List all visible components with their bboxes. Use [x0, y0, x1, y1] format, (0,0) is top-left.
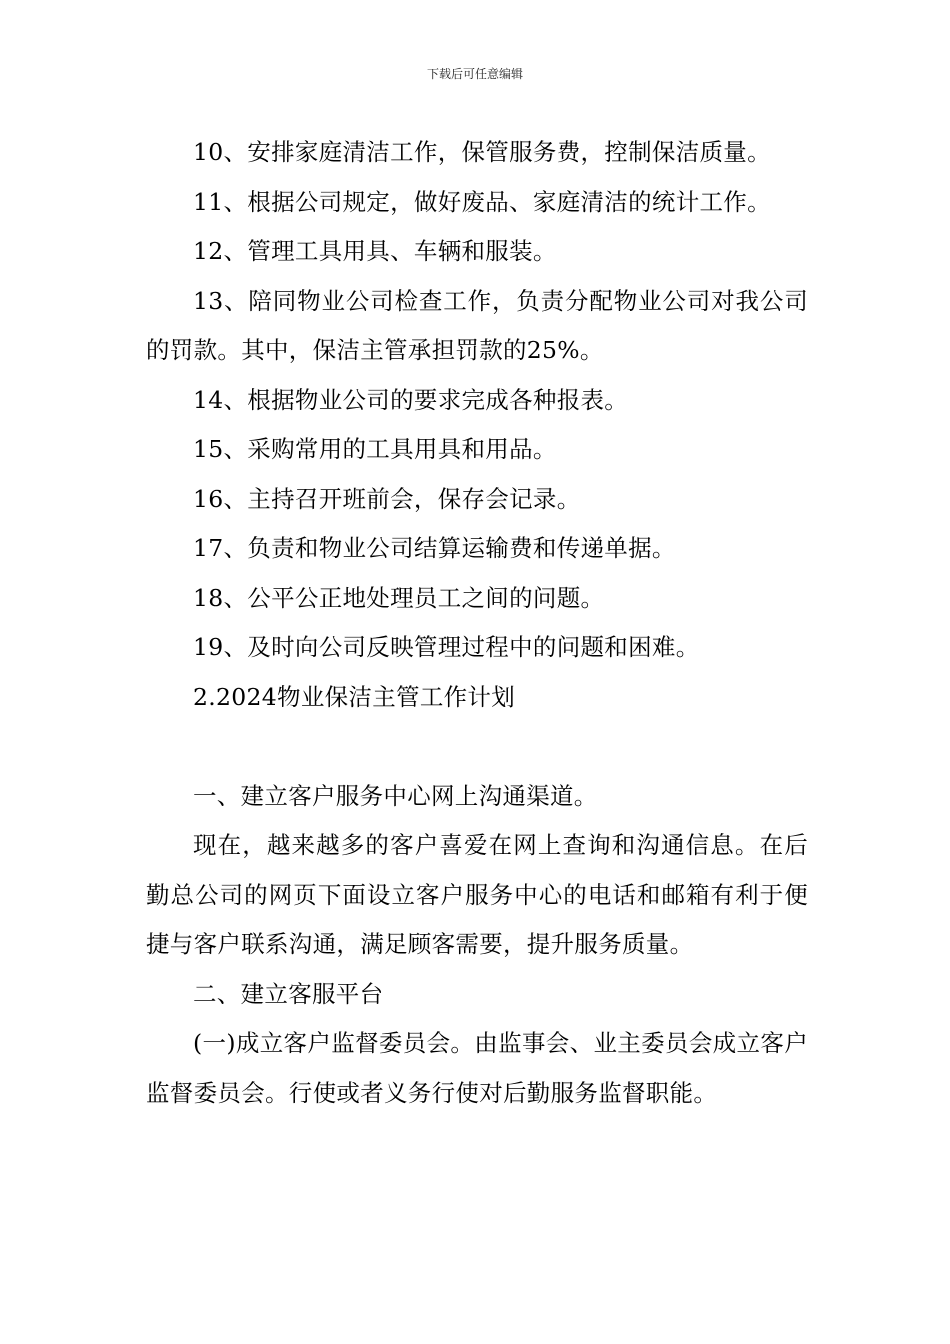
paragraph-item-15: 15、采购常用的工具用具和用品。 — [193, 435, 557, 463]
subsection-heading-1: 一、建立客户服务中心网上沟通渠道。 — [193, 781, 598, 810]
paragraph-item-11: 11、根据公司规定，做好废品、家庭清洁的统计工作。 — [193, 187, 771, 216]
paragraph-item-18: 18、公平公正地处理员工之间的问题。 — [193, 583, 605, 612]
paragraph-item-17: 17、负责和物业公司结算运输费和传递单据。 — [193, 534, 676, 562]
body-paragraph: (一)成立客户监督委员会。由监事会、业主委员会成立客户监督委员会。行使或者义务行使对后勤服务监督职能。 — [146, 1029, 808, 1107]
paragraph-item-12: 12、管理工具用具、车辆和服装。 — [193, 237, 557, 265]
blank-line — [146, 722, 808, 772]
paragraph-item-19: 19、及时向公司反映管理过程中的问题和困难。 — [193, 633, 700, 661]
paragraph-item-16: 16、主持召开班前会，保存会记录。 — [193, 484, 581, 513]
paragraph-item-10: 10、安排家庭清洁工作，保管服务费，控制保洁质量。 — [193, 138, 771, 166]
section-heading: 2.2024物业保洁主管工作计划 — [193, 682, 516, 711]
body-paragraph: 现在，越来越多的客户喜爱在网上查询和沟通信息。在后勤总公司的网页下面设立客户服务中心的电话和邮箱有利于便捷与客户联系沟通，满足顾客需要，提升服务质量。 — [146, 831, 808, 958]
document-body — [146, 128, 808, 1118]
paragraph-item-14: 14、根据物业公司的要求完成各种报表。 — [193, 385, 629, 414]
subsection-heading-2: 二、建立客服平台 — [193, 979, 384, 1008]
paragraph-item-13: 13、陪同物业公司检查工作，负责分配物业公司对我公司的罚款。其中，保洁主管承担罚款的25%。 — [146, 286, 808, 364]
header-note: 下载后可任意编辑 — [426, 67, 523, 81]
